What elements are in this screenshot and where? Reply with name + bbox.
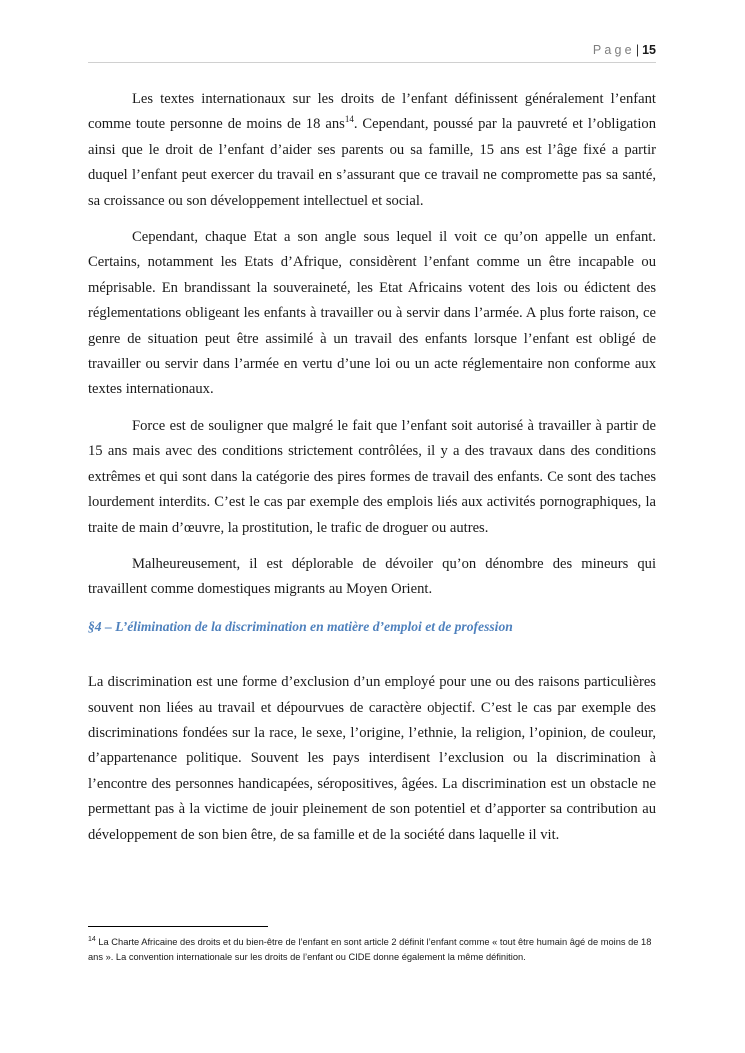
page-header xyxy=(88,43,656,57)
paragraph-2: Cependant, chaque Etat a son angle sous lequel il voit ce qu’on appelle un enfant. Certains, notamment les Etats d’Afrique, considèrent l’enfant comme un être incapable ou méprisable. En brandissant la souveraineté, les Etat Africains votent des lois ou édictent des réglementations obligeant les enfants à travailler ou à servir dans l’armée. A plus forte raison, ce genre de situation peut être assimilé à un travail des enfants lorsque l’enfant est obligé de travailler ou servir dans l’armée en vertu d’une loi ou un acte réglementaire non conforme aux textes internationaux. xyxy=(88,229,656,398)
page-number: 15 xyxy=(642,43,656,57)
page-label: Page xyxy=(592,43,635,57)
paragraph-4: Malheureusement, il est déplorable de dévoiler qu’on dénombre des mineurs qui travaillent comme domestiques migrants au Moyen Orient. xyxy=(88,555,656,598)
paragraph-1 xyxy=(88,87,656,214)
paragraph-1-text-b: . Cependant, poussé par la pauvreté et l’obligation ainsi que le droit de l’enfant d’aider ses parents ou sa famille, 15 ans est l’âge fixé a partir duquel l’enfant peut exercer du travail en s’assurant que ce travail ne compromette pas sa santé, sa croissance ou son développement intellectuel et social. xyxy=(88,116,656,209)
footnote-reference[interactable]: 14 xyxy=(344,114,354,125)
section-heading: §4 – L’élimination de la discrimination en matière d’emploi et de profession xyxy=(88,618,513,634)
section-paragraph: La discrimination est une forme d’exclusion d’un employé pour une ou des raisons particulières souvent non liées au travail et dépourvues de caractère objectif. C’est le cas par exemple des discriminations fondées sur la race, le sexe, l’origine, l’ethnie, la religion, l’opinion, de couleur, d’appartenance politique. Souvent les pays interdisent l’exclusion ou la discrimination à l’encontre des personnes handicapées, séropositives, âgées. La discrimination est un obstacle ne permettant pas à la victime de jouir pleinement de son potentiel et d’apporter sa contribution au développement de son bien être, de sa famille et de la société dans laquelle il vit. xyxy=(88,674,656,843)
footnote-divider xyxy=(88,926,268,927)
footnote-number: 14 xyxy=(88,936,96,943)
footnote xyxy=(88,935,656,964)
paragraph-1-text-a: Les textes internationaux sur les droits de l’enfant définissent généralement l’enfant comme toute personne de moins de 18 ans xyxy=(88,91,656,133)
footnote-text: La Charte Africaine des droits et du bien-être de l’enfant en sont article 2 définit l’enfant comme « tout être humain âgé de moins de 18 ans ». La convention internationale sur les droits de l’enfant ou CIDE donne également la même définition. xyxy=(88,937,652,962)
paragraph-3: Force est de souligner que malgré le fait que l’enfant soit autorisé à travailler à partir de 15 ans mais avec des conditions strictement contrôlées, il y a des travaux dans des conditions extrêmes et qui sont dans la catégorie des pires formes de travail des enfants. Ce sont des taches lourdement interdits. C’est le cas par exemple des emplois liés aux activités pornographiques, la traite de main d’œuvre, la prostitution, le trafic de droguer ou autres. xyxy=(88,417,656,536)
body-text xyxy=(88,87,656,859)
header-divider xyxy=(88,62,656,63)
page-separator: | xyxy=(635,43,640,57)
